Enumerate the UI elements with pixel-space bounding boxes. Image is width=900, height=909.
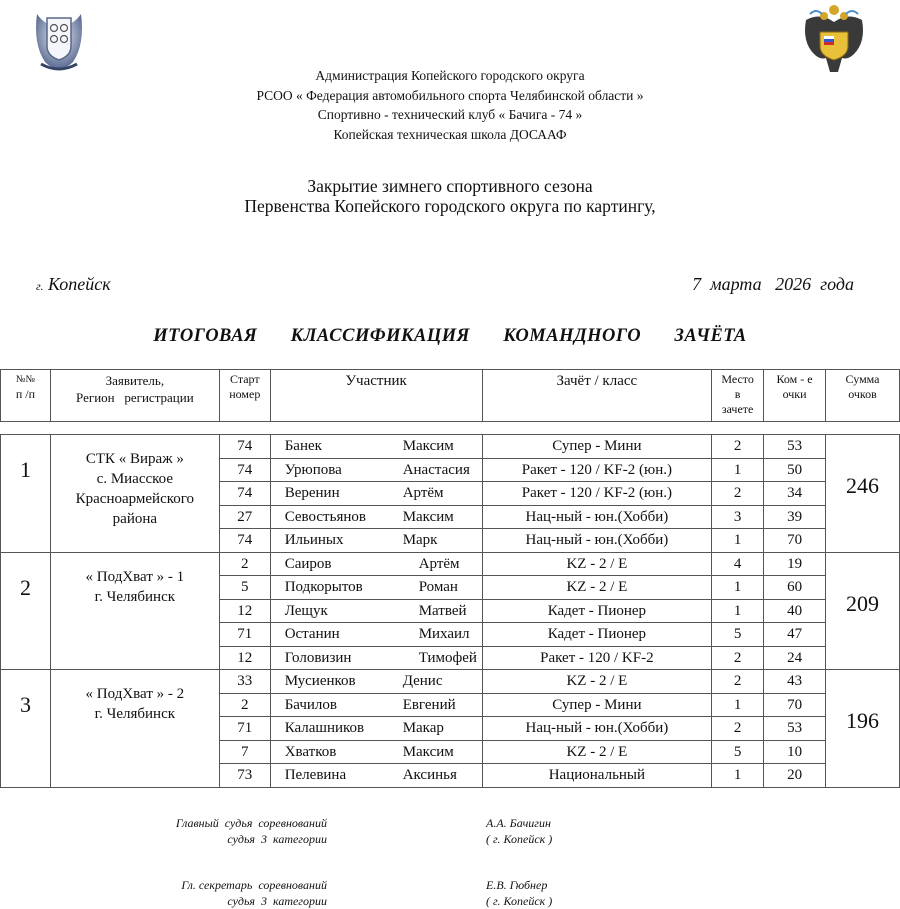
team-points: 50 (764, 458, 826, 482)
team-points: 70 (764, 529, 826, 553)
race-class: Нац-ный - юн.(Хобби) (482, 505, 712, 529)
participant-first-name: Михаил (418, 626, 470, 643)
race-class: KZ - 2 / E (482, 670, 712, 694)
participant-name (270, 529, 482, 553)
participant-first-name: Евгений (402, 696, 456, 713)
participant-last-name: Урюпова (284, 461, 342, 478)
team-name (50, 670, 219, 788)
start-number: 7 (219, 740, 270, 764)
class-place: 1 (712, 764, 764, 788)
col-header-line: Сумма (845, 372, 880, 386)
class-place: 2 (712, 717, 764, 741)
team-points: 40 (764, 599, 826, 623)
team-points: 43 (764, 670, 826, 694)
document-title: ИТОГОВАЯ КЛАССИФИКАЦИЯ КОМАНДНОГО ЗАЧЁТА (153, 326, 747, 346)
team-sum: 209 (826, 552, 900, 670)
participant-first-name: Макар (402, 720, 444, 737)
participant-first-name: Роман (418, 579, 458, 596)
team-name-line: с. Миасское (96, 471, 174, 487)
class-place: 5 (712, 623, 764, 647)
team-points: 20 (764, 764, 826, 788)
race-class: KZ - 2 / E (482, 740, 712, 764)
team-name-line: СТК « Вираж » (85, 451, 184, 467)
russia-eagle-emblem-logo (800, 2, 868, 80)
participant-first-name: Максим (402, 438, 454, 455)
signature-role-line: Гл. секретарь соревнований (181, 878, 327, 892)
team-points: 24 (764, 646, 826, 670)
class-place: 1 (712, 576, 764, 600)
participant-last-name: Ильиных (284, 532, 344, 549)
participant-last-name: Саиров (284, 555, 332, 572)
col-header-line: Регион регистрации (76, 390, 194, 405)
team-name-line: « ПодХват » - 2 (85, 686, 185, 702)
event-title (0, 176, 900, 216)
col-header-place (712, 370, 764, 422)
start-number: 74 (219, 458, 270, 482)
col-header-applicant (50, 370, 219, 422)
team-name (50, 552, 219, 670)
team-points: 70 (764, 693, 826, 717)
org-line: Копейская техническая школа ДОСААФ (333, 126, 567, 142)
signature-role-line: судья 3 категории (227, 894, 327, 908)
org-line: РСОО « Федерация автомобильного спорта Челябинской области » (256, 87, 644, 103)
signature-name-line: А.А. Бачигин (486, 816, 551, 830)
team-name-line: г. Челябинск (94, 706, 176, 722)
participant-name (270, 670, 482, 694)
participant-last-name: Пелевина (284, 767, 347, 784)
participant-name (270, 505, 482, 529)
participant-first-name: Матвей (418, 602, 467, 619)
class-place: 2 (712, 435, 764, 459)
start-number: 2 (219, 693, 270, 717)
team-name (50, 435, 219, 553)
class-place: 2 (712, 646, 764, 670)
col-header-team-points (764, 370, 826, 422)
org-line: Спортивно - технический клуб « Бачига - 74 » (317, 107, 583, 122)
participant-first-name: Анастасия (402, 461, 470, 478)
participant-first-name: Артём (418, 555, 460, 572)
participant-name (270, 717, 482, 741)
participant-name (270, 435, 482, 459)
team-rank: 2 (1, 552, 51, 670)
start-number: 2 (219, 552, 270, 576)
city-label (36, 274, 111, 295)
team-points: 53 (764, 717, 826, 741)
results-table-header (0, 369, 900, 422)
col-header-line: Старт (229, 372, 260, 386)
participant-last-name: Мусиенков (284, 673, 356, 690)
participant-first-name: Денис (402, 673, 443, 690)
start-number: 12 (219, 599, 270, 623)
col-header-line: зачете (721, 402, 754, 416)
team-name-line: района (112, 511, 158, 527)
chief-secretary-name (486, 877, 552, 909)
table-row (1, 670, 900, 694)
col-header-line: очков (848, 387, 877, 401)
class-place: 1 (712, 599, 764, 623)
participant-last-name: Головизин (284, 649, 352, 666)
col-header-line: №№ (15, 374, 35, 385)
participant-last-name: Бачилов (284, 696, 337, 713)
participant-first-name: Максим (402, 743, 454, 760)
race-class: Кадет - Пионер (482, 599, 712, 623)
city-name: Копейск (48, 274, 111, 294)
col-header-participant: Участник (270, 370, 482, 422)
race-class: Супер - Мини (482, 693, 712, 717)
participant-name (270, 740, 482, 764)
race-class: KZ - 2 / E (482, 576, 712, 600)
results-table (0, 434, 900, 788)
chief-judge-name (486, 815, 552, 847)
participant-last-name: Веренин (284, 485, 340, 502)
team-sum: 196 (826, 670, 900, 788)
participant-name (270, 623, 482, 647)
col-header-line: п /п (15, 387, 36, 401)
class-place: 3 (712, 505, 764, 529)
start-number: 71 (219, 717, 270, 741)
race-class: Кадет - Пионер (482, 623, 712, 647)
participant-first-name: Артём (402, 485, 444, 502)
participant-last-name: Банек (284, 438, 322, 455)
start-number: 74 (219, 482, 270, 506)
participant-first-name: Тимофей (418, 649, 477, 666)
class-place: 1 (712, 458, 764, 482)
class-place: 4 (712, 552, 764, 576)
participant-name (270, 482, 482, 506)
col-header-class: Зачёт / класс (482, 370, 712, 422)
city-prefix: г. (36, 279, 44, 293)
participant-last-name: Хватков (284, 743, 337, 760)
participant-name (270, 458, 482, 482)
event-line: Закрытие зимнего спортивного сезона (307, 176, 593, 196)
participant-first-name: Максим (402, 508, 454, 525)
race-class: Супер - Мини (482, 435, 712, 459)
col-header-line: в (734, 387, 741, 401)
class-place: 1 (712, 693, 764, 717)
race-class: Нац-ный - юн.(Хобби) (482, 717, 712, 741)
class-place: 1 (712, 529, 764, 553)
signature-role-line: Главный судья соревнований (175, 816, 327, 830)
participant-first-name: Аксинья (402, 767, 457, 784)
race-class: Ракет - 120 / KF-2 (юн.) (482, 458, 712, 482)
participant-name (270, 646, 482, 670)
start-number: 33 (219, 670, 270, 694)
team-rank: 1 (1, 435, 51, 553)
race-class: Национальный (482, 764, 712, 788)
dosaaf-emblem-logo (33, 4, 85, 76)
participant-name (270, 552, 482, 576)
event-line: Первенства Копейского городского округа по картингу, (244, 196, 656, 216)
participant-last-name: Калашников (284, 720, 365, 737)
signature-name-line: Е.В. Гюбнер (486, 878, 548, 892)
start-number: 27 (219, 505, 270, 529)
participant-name (270, 693, 482, 717)
participant-last-name: Останин (284, 626, 340, 643)
col-header-line: Заявитель, (105, 373, 165, 388)
team-points: 53 (764, 435, 826, 459)
participant-first-name: Марк (402, 532, 438, 549)
col-header-start-number (219, 370, 270, 422)
event-date: 7 марта 2026 года (692, 274, 854, 294)
col-header-line: Ком - е (776, 372, 813, 386)
participant-last-name: Лещук (284, 602, 328, 619)
start-number: 73 (219, 764, 270, 788)
start-number: 71 (219, 623, 270, 647)
participant-name (270, 599, 482, 623)
col-header-number (1, 370, 51, 422)
signature-name-line: ( г. Копейск ) (486, 894, 553, 908)
team-points: 39 (764, 505, 826, 529)
signature-role-line: судья 3 категории (227, 832, 327, 846)
team-points: 60 (764, 576, 826, 600)
class-place: 2 (712, 670, 764, 694)
organizers-block (175, 66, 725, 144)
race-class: Ракет - 120 / KF-2 (482, 646, 712, 670)
start-number: 74 (219, 529, 270, 553)
start-number: 5 (219, 576, 270, 600)
col-header-line: очки (782, 387, 807, 401)
col-header-line: Место (721, 372, 754, 386)
chief-judge-role (176, 815, 327, 847)
participant-last-name: Подкорытов (284, 579, 363, 596)
race-class: Ракет - 120 / KF-2 (юн.) (482, 482, 712, 506)
start-number: 74 (219, 435, 270, 459)
class-place: 5 (712, 740, 764, 764)
org-line: Администрация Копейского городского округа (315, 68, 585, 83)
team-name-line: « ПодХват » - 1 (85, 568, 185, 585)
chief-secretary-role (181, 877, 327, 909)
team-points: 19 (764, 552, 826, 576)
team-points: 10 (764, 740, 826, 764)
team-sum: 246 (826, 435, 900, 553)
participant-last-name: Севостьянов (284, 508, 366, 525)
table-row (1, 435, 900, 459)
start-number: 12 (219, 646, 270, 670)
participant-name (270, 764, 482, 788)
signature-name-line: ( г. Копейск ) (486, 832, 553, 846)
race-class: Нац-ный - юн.(Хобби) (482, 529, 712, 553)
team-name-line: г. Челябинск (94, 588, 176, 605)
table-row (1, 552, 900, 576)
team-name-line: Красноармейского (75, 491, 195, 507)
col-header-line: номер (229, 387, 261, 401)
team-points: 47 (764, 623, 826, 647)
team-points: 34 (764, 482, 826, 506)
race-class: KZ - 2 / E (482, 552, 712, 576)
participant-name (270, 576, 482, 600)
col-header-sum (826, 370, 900, 422)
class-place: 2 (712, 482, 764, 506)
team-rank: 3 (1, 670, 51, 788)
